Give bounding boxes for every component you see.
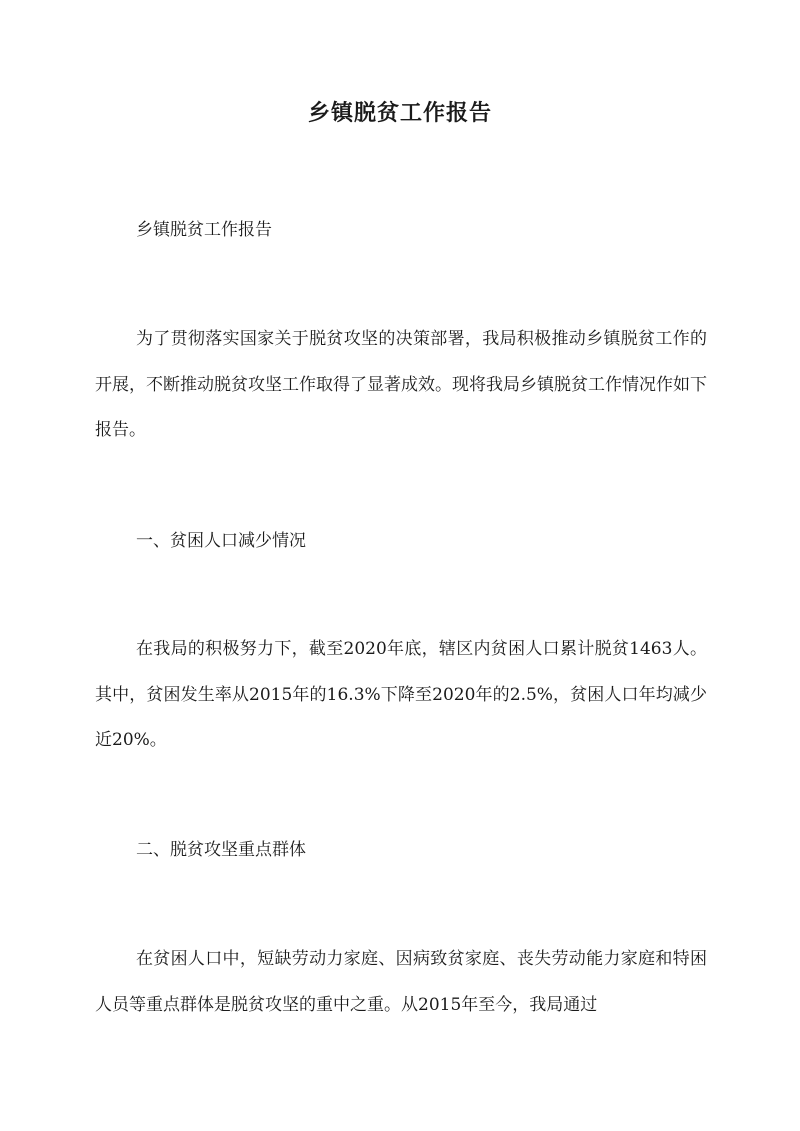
section-heading-1: 一、贫困人口减少情况	[136, 531, 306, 551]
section-paragraph-2: 在贫困人口中，短缺劳动力家庭、因病致贫家庭、丧失劳动能力家庭和特困人员等重点群体是脱贫攻坚的重中之重。从2015年至今，我局通过	[95, 949, 707, 1015]
document-subtitle: 乡镇脱贫工作报告	[136, 220, 272, 240]
section-paragraph-1: 在我局的积极努力下，截至2020年底，辖区内贫困人口累计脱贫1463人。其中，贫困发生率从2015年的16.3%下降至2020年的2.5%，贫困人口年均减少近20%。	[95, 639, 707, 750]
document-title: 乡镇脱贫工作报告	[307, 100, 492, 126]
intro-paragraph: 为了贯彻落实国家关于脱贫攻坚的决策部署，我局积极推动乡镇脱贫工作的开展，不断推动脱贫攻坚工作取得了显著成效。现将我局乡镇脱贫工作情况作如下报告。	[95, 329, 707, 440]
section-heading-2: 二、脱贫攻坚重点群体	[136, 840, 306, 860]
